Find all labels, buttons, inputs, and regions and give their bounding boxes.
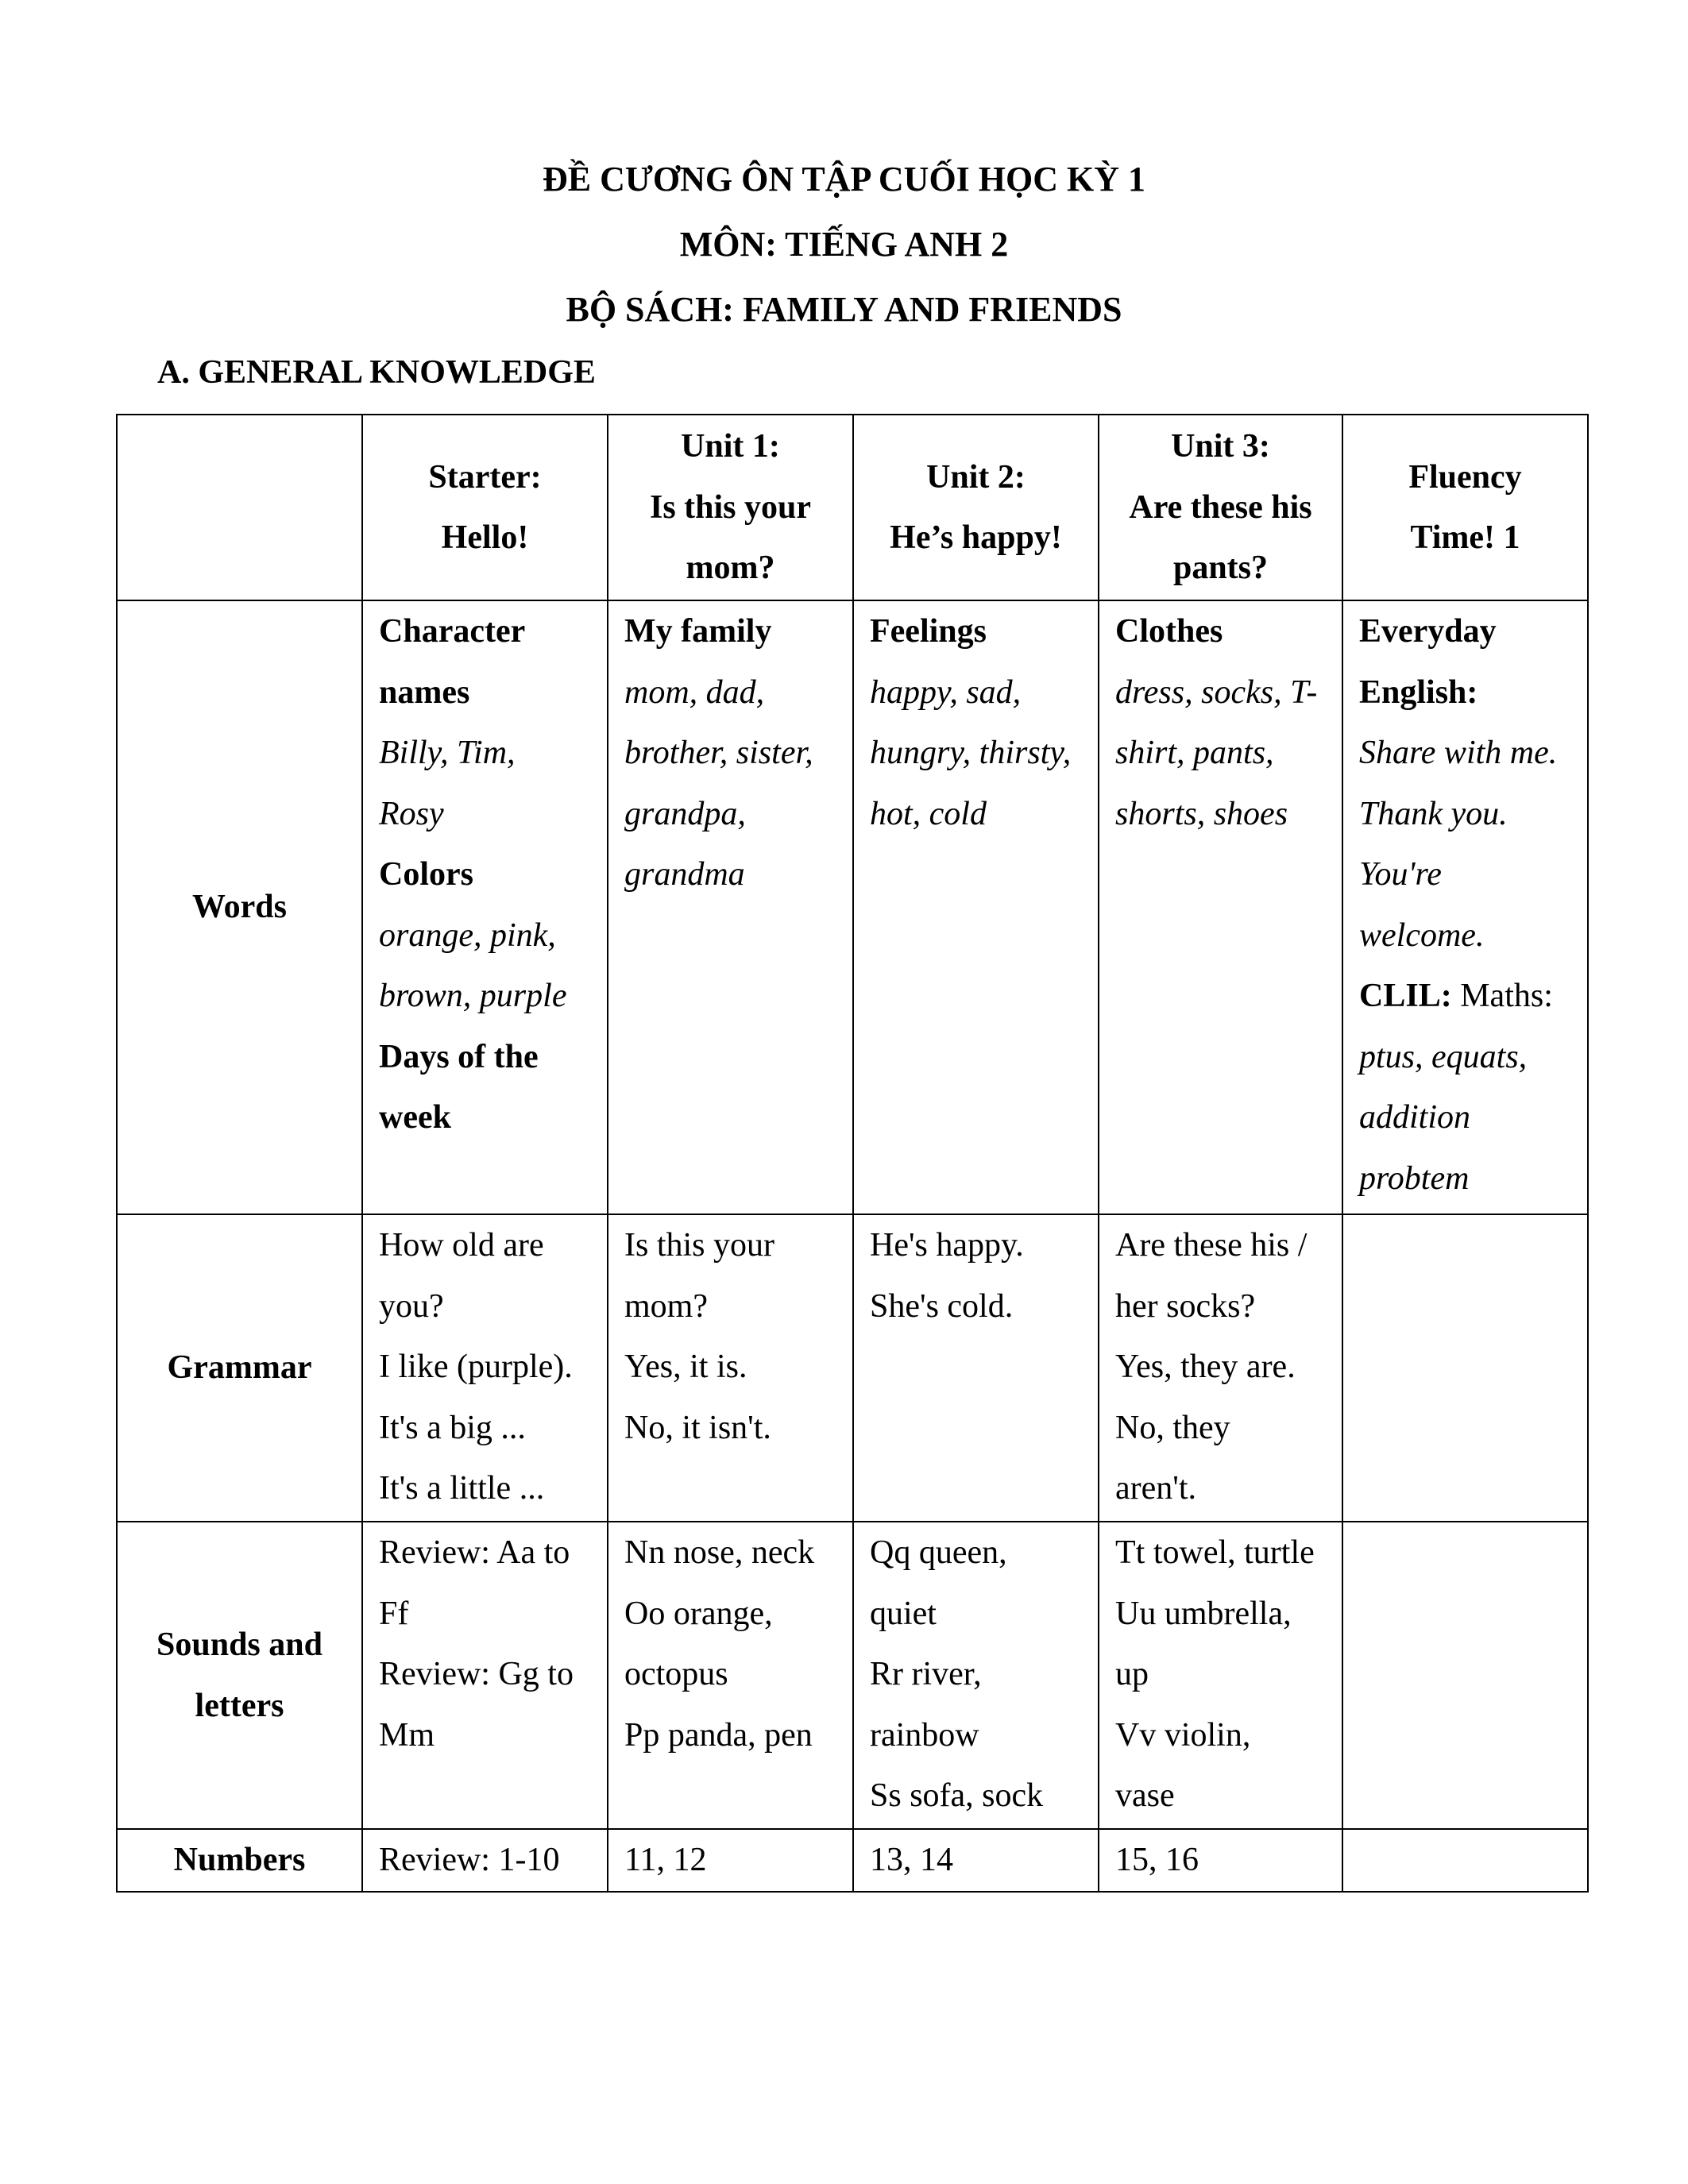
- header-line: Unit 2:: [926, 458, 1026, 496]
- table-cell: [1342, 1214, 1588, 1522]
- cell-text: Is this your: [624, 1227, 774, 1264]
- table-cell: [1099, 600, 1342, 1214]
- cell-line: [624, 784, 841, 845]
- cell-line: [624, 1522, 841, 1584]
- cell-text: Share with me.: [1359, 735, 1558, 771]
- cell-line: [870, 1584, 1087, 1645]
- cell-text: Review: Gg to: [379, 1656, 574, 1692]
- table-cell: [853, 1522, 1099, 1829]
- cell-line: [870, 723, 1087, 784]
- cell-text: Feelings: [870, 613, 987, 650]
- cell-text: Yes, they are.: [1115, 1349, 1296, 1385]
- cell-line: [1115, 1337, 1331, 1398]
- cell-line: [1115, 1644, 1331, 1705]
- table-cell: [362, 1214, 608, 1522]
- cell-line: [870, 1830, 1087, 1891]
- header-line: Are these his: [1129, 488, 1312, 526]
- table-cell: [608, 1829, 853, 1892]
- cell-line: [1359, 1027, 1576, 1088]
- cell-line: [379, 723, 596, 784]
- header-cell: [608, 415, 853, 600]
- cell-text: Days of the: [379, 1038, 539, 1075]
- table-cell: [1342, 1829, 1588, 1892]
- table-cell: [1342, 600, 1588, 1214]
- cell-line: [1359, 966, 1576, 1027]
- cell-line: [1115, 1398, 1331, 1459]
- cell-text: 11, 12: [624, 1842, 707, 1878]
- header-cell: [117, 415, 362, 600]
- cell-line: [1115, 1215, 1331, 1276]
- cell-text: Billy, Tim,: [379, 735, 516, 771]
- cell-text: Character: [379, 613, 526, 650]
- cell-line: [624, 1705, 841, 1766]
- section-heading: A. GENERAL KNOWLEDGE: [157, 354, 596, 391]
- cell-text: Qq queen,: [870, 1534, 1007, 1571]
- cell-text: Ss sofa, sock: [870, 1777, 1044, 1814]
- table-row: [117, 1829, 1588, 1892]
- cell-text: Clothes: [1115, 613, 1223, 650]
- cell-line: [1359, 662, 1576, 723]
- general-knowledge-table: [116, 414, 1589, 1893]
- header-line: Time! 1: [1410, 519, 1520, 556]
- cell-text: aren't.: [1115, 1470, 1197, 1507]
- cell-text: rainbow: [870, 1716, 979, 1754]
- cell-text: How old are: [379, 1227, 544, 1264]
- cell-line: [1359, 905, 1576, 967]
- cell-text: You're: [1359, 856, 1442, 893]
- row-label: Numbers: [173, 1842, 306, 1878]
- cell-line: [624, 723, 841, 784]
- cell-text: No, it isn't.: [624, 1409, 771, 1446]
- cell-text: Are these his /: [1115, 1227, 1308, 1264]
- cell-text: mom, dad,: [624, 673, 765, 711]
- cell-text: hot, cold: [870, 795, 987, 832]
- cell-line: [624, 1584, 841, 1645]
- cell-line: [1359, 844, 1576, 905]
- cell-line: [624, 601, 841, 662]
- cell-line: [379, 1398, 596, 1459]
- cell-line: [870, 1644, 1087, 1705]
- row-label: Sounds and: [156, 1626, 323, 1663]
- cell-text: octopus: [624, 1656, 728, 1692]
- cell-text: I like (purple).: [379, 1349, 573, 1385]
- cell-text: Review: 1-10: [379, 1842, 560, 1878]
- header-cell: [1342, 415, 1588, 600]
- table-row: [117, 1522, 1588, 1829]
- cell-line: [870, 1215, 1087, 1276]
- cell-text: hungry, thirsty,: [870, 735, 1072, 771]
- cell-text: week: [379, 1099, 451, 1136]
- cell-text: welcome.: [1359, 916, 1485, 954]
- cell-line: [624, 1830, 841, 1891]
- header-line: Unit 3:: [1171, 428, 1270, 465]
- cell-line: [1115, 1458, 1331, 1519]
- header-cell: [1099, 415, 1342, 600]
- cell-text: He's happy.: [870, 1227, 1024, 1264]
- book-title: BỘ SÁCH: FAMILY AND FRIENDS: [566, 290, 1122, 329]
- cell-text: Rr river,: [870, 1656, 982, 1692]
- cell-line: [379, 905, 596, 967]
- header-row: [117, 415, 1588, 600]
- cell-text: CLIL:: [1359, 978, 1452, 1014]
- cell-line: [379, 1458, 596, 1519]
- cell-line: [379, 784, 596, 845]
- cell-line: [1115, 1522, 1331, 1584]
- cell-text: names: [379, 673, 470, 711]
- table-cell: [1099, 1829, 1342, 1892]
- cell-text: dress, socks, T-: [1115, 673, 1318, 711]
- header-line: He’s happy!: [890, 519, 1062, 556]
- cell-line: [379, 1644, 596, 1705]
- cell-line: [379, 662, 596, 723]
- table-cell: [608, 600, 853, 1214]
- cell-text: It's a little ...: [379, 1470, 545, 1507]
- table-row: [117, 1214, 1588, 1522]
- cell-text: ptus, equats,: [1359, 1038, 1528, 1075]
- cell-text: brother, sister,: [624, 735, 813, 771]
- cell-text: probtem: [1359, 1160, 1470, 1197]
- header-line: pants?: [1172, 550, 1269, 587]
- cell-text: Nn nose, neck: [624, 1534, 815, 1571]
- cell-line: [1359, 784, 1576, 845]
- row-header: [117, 1214, 362, 1522]
- cell-line: [624, 662, 841, 723]
- cell-text: Oo orange,: [624, 1595, 773, 1632]
- cell-line: [870, 784, 1087, 845]
- cell-text: Review: Aa to: [379, 1534, 570, 1571]
- cell-text: Vv violin,: [1115, 1716, 1251, 1754]
- table-cell: [853, 1829, 1099, 1892]
- table-cell: [362, 1522, 608, 1829]
- cell-text: mom?: [624, 1287, 708, 1325]
- table-cell: [1099, 1522, 1342, 1829]
- cell-text: Tt towel, turtle: [1115, 1534, 1315, 1571]
- cell-text: Yes, it is.: [624, 1349, 747, 1385]
- cell-text: vase: [1115, 1777, 1175, 1814]
- cell-line: [379, 1337, 596, 1398]
- cell-line: [379, 844, 596, 905]
- cell-line: [870, 601, 1087, 662]
- cell-text: orange, pink,: [379, 916, 556, 954]
- header-line: Starter:: [428, 458, 542, 496]
- cell-line: [870, 1522, 1087, 1584]
- cell-line: [379, 601, 596, 662]
- cell-text: shorts, shoes: [1115, 795, 1288, 832]
- table-cell: [1099, 1214, 1342, 1522]
- cell-line: [379, 1584, 596, 1645]
- cell-text: grandpa,: [624, 795, 746, 832]
- row-label: Grammar: [167, 1349, 312, 1387]
- row-header: [117, 1522, 362, 1829]
- cell-text: addition: [1359, 1099, 1471, 1136]
- cell-line: [1359, 601, 1576, 662]
- cell-line: [624, 1276, 841, 1337]
- cell-line: [1115, 1705, 1331, 1766]
- cell-line: [1115, 1765, 1331, 1827]
- header-line: Fluency: [1408, 458, 1522, 496]
- cell-text: 13, 14: [870, 1842, 953, 1878]
- cell-text: brown, purple: [379, 978, 567, 1014]
- cell-line: [870, 1276, 1087, 1337]
- cell-text: Maths:: [1451, 978, 1553, 1014]
- cell-line: [624, 1644, 841, 1705]
- cell-line: [379, 1215, 596, 1276]
- cell-line: [1115, 1584, 1331, 1645]
- cell-line: [1359, 1087, 1576, 1148]
- cell-line: [1115, 1276, 1331, 1337]
- header-line: Hello!: [441, 519, 529, 556]
- cell-line: [1115, 723, 1331, 784]
- cell-text: quiet: [870, 1595, 937, 1632]
- cell-line: [379, 1027, 596, 1088]
- cell-text: Uu umbrella,: [1115, 1595, 1292, 1632]
- cell-text: She's cold.: [870, 1287, 1014, 1325]
- cell-line: [379, 1830, 596, 1891]
- cell-line: [624, 1337, 841, 1398]
- cell-line: [379, 1522, 596, 1584]
- cell-line: [870, 662, 1087, 723]
- cell-line: [1115, 784, 1331, 845]
- row-header: [117, 600, 362, 1214]
- cell-text: Mm: [379, 1716, 435, 1754]
- cell-line: [379, 1087, 596, 1148]
- cell-line: [870, 1705, 1087, 1766]
- cell-line: [379, 1276, 596, 1337]
- row-header: [117, 1829, 362, 1892]
- cell-line: [1115, 662, 1331, 723]
- table-cell: [362, 1829, 608, 1892]
- cell-text: Ff: [379, 1595, 409, 1632]
- cell-line: [1359, 1148, 1576, 1210]
- cell-text: Colors: [379, 856, 473, 893]
- cell-line: [624, 1215, 841, 1276]
- cell-line: [1359, 723, 1576, 784]
- cell-line: [1115, 1830, 1331, 1891]
- cell-line: [624, 844, 841, 905]
- table-cell: [853, 1214, 1099, 1522]
- header-line: mom?: [686, 550, 775, 587]
- header-line: Unit 1:: [681, 428, 780, 465]
- subject-title: MÔN: TIẾNG ANH 2: [679, 225, 1009, 264]
- cell-text: shirt, pants,: [1115, 735, 1274, 771]
- cell-text: It's a big ...: [379, 1409, 526, 1446]
- cell-text: Pp panda, pen: [624, 1716, 813, 1754]
- cell-text: up: [1115, 1656, 1149, 1692]
- cell-text: grandma: [624, 856, 745, 893]
- cell-text: English:: [1359, 673, 1478, 711]
- cell-text: 15, 16: [1115, 1842, 1199, 1878]
- table-cell: [1342, 1522, 1588, 1829]
- cell-text: Rosy: [379, 795, 444, 832]
- cell-text: you?: [379, 1287, 444, 1325]
- cell-text: Everyday: [1359, 613, 1497, 650]
- table-row: [117, 600, 1588, 1214]
- table-cell: [362, 600, 608, 1214]
- cell-text: My family: [624, 613, 772, 650]
- header-line: Is this your: [649, 488, 812, 526]
- header-cell: [853, 415, 1099, 600]
- header-cell: [362, 415, 608, 600]
- cell-text: Thank you.: [1359, 795, 1508, 832]
- cell-line: [379, 1705, 596, 1766]
- document-title: ĐỀ CƯƠNG ÔN TẬP CUỐI HỌC KỲ 1: [542, 160, 1146, 199]
- cell-text: No, they: [1115, 1409, 1230, 1446]
- cell-line: [379, 966, 596, 1027]
- table-cell: [608, 1522, 853, 1829]
- cell-line: [870, 1765, 1087, 1827]
- cell-text: happy, sad,: [870, 673, 1022, 711]
- cell-text: her socks?: [1115, 1287, 1256, 1325]
- table-cell: [608, 1214, 853, 1522]
- cell-line: [1115, 601, 1331, 662]
- cell-line: [624, 1398, 841, 1459]
- row-label: letters: [195, 1687, 284, 1724]
- table-cell: [853, 600, 1099, 1214]
- row-label: Words: [191, 889, 288, 926]
